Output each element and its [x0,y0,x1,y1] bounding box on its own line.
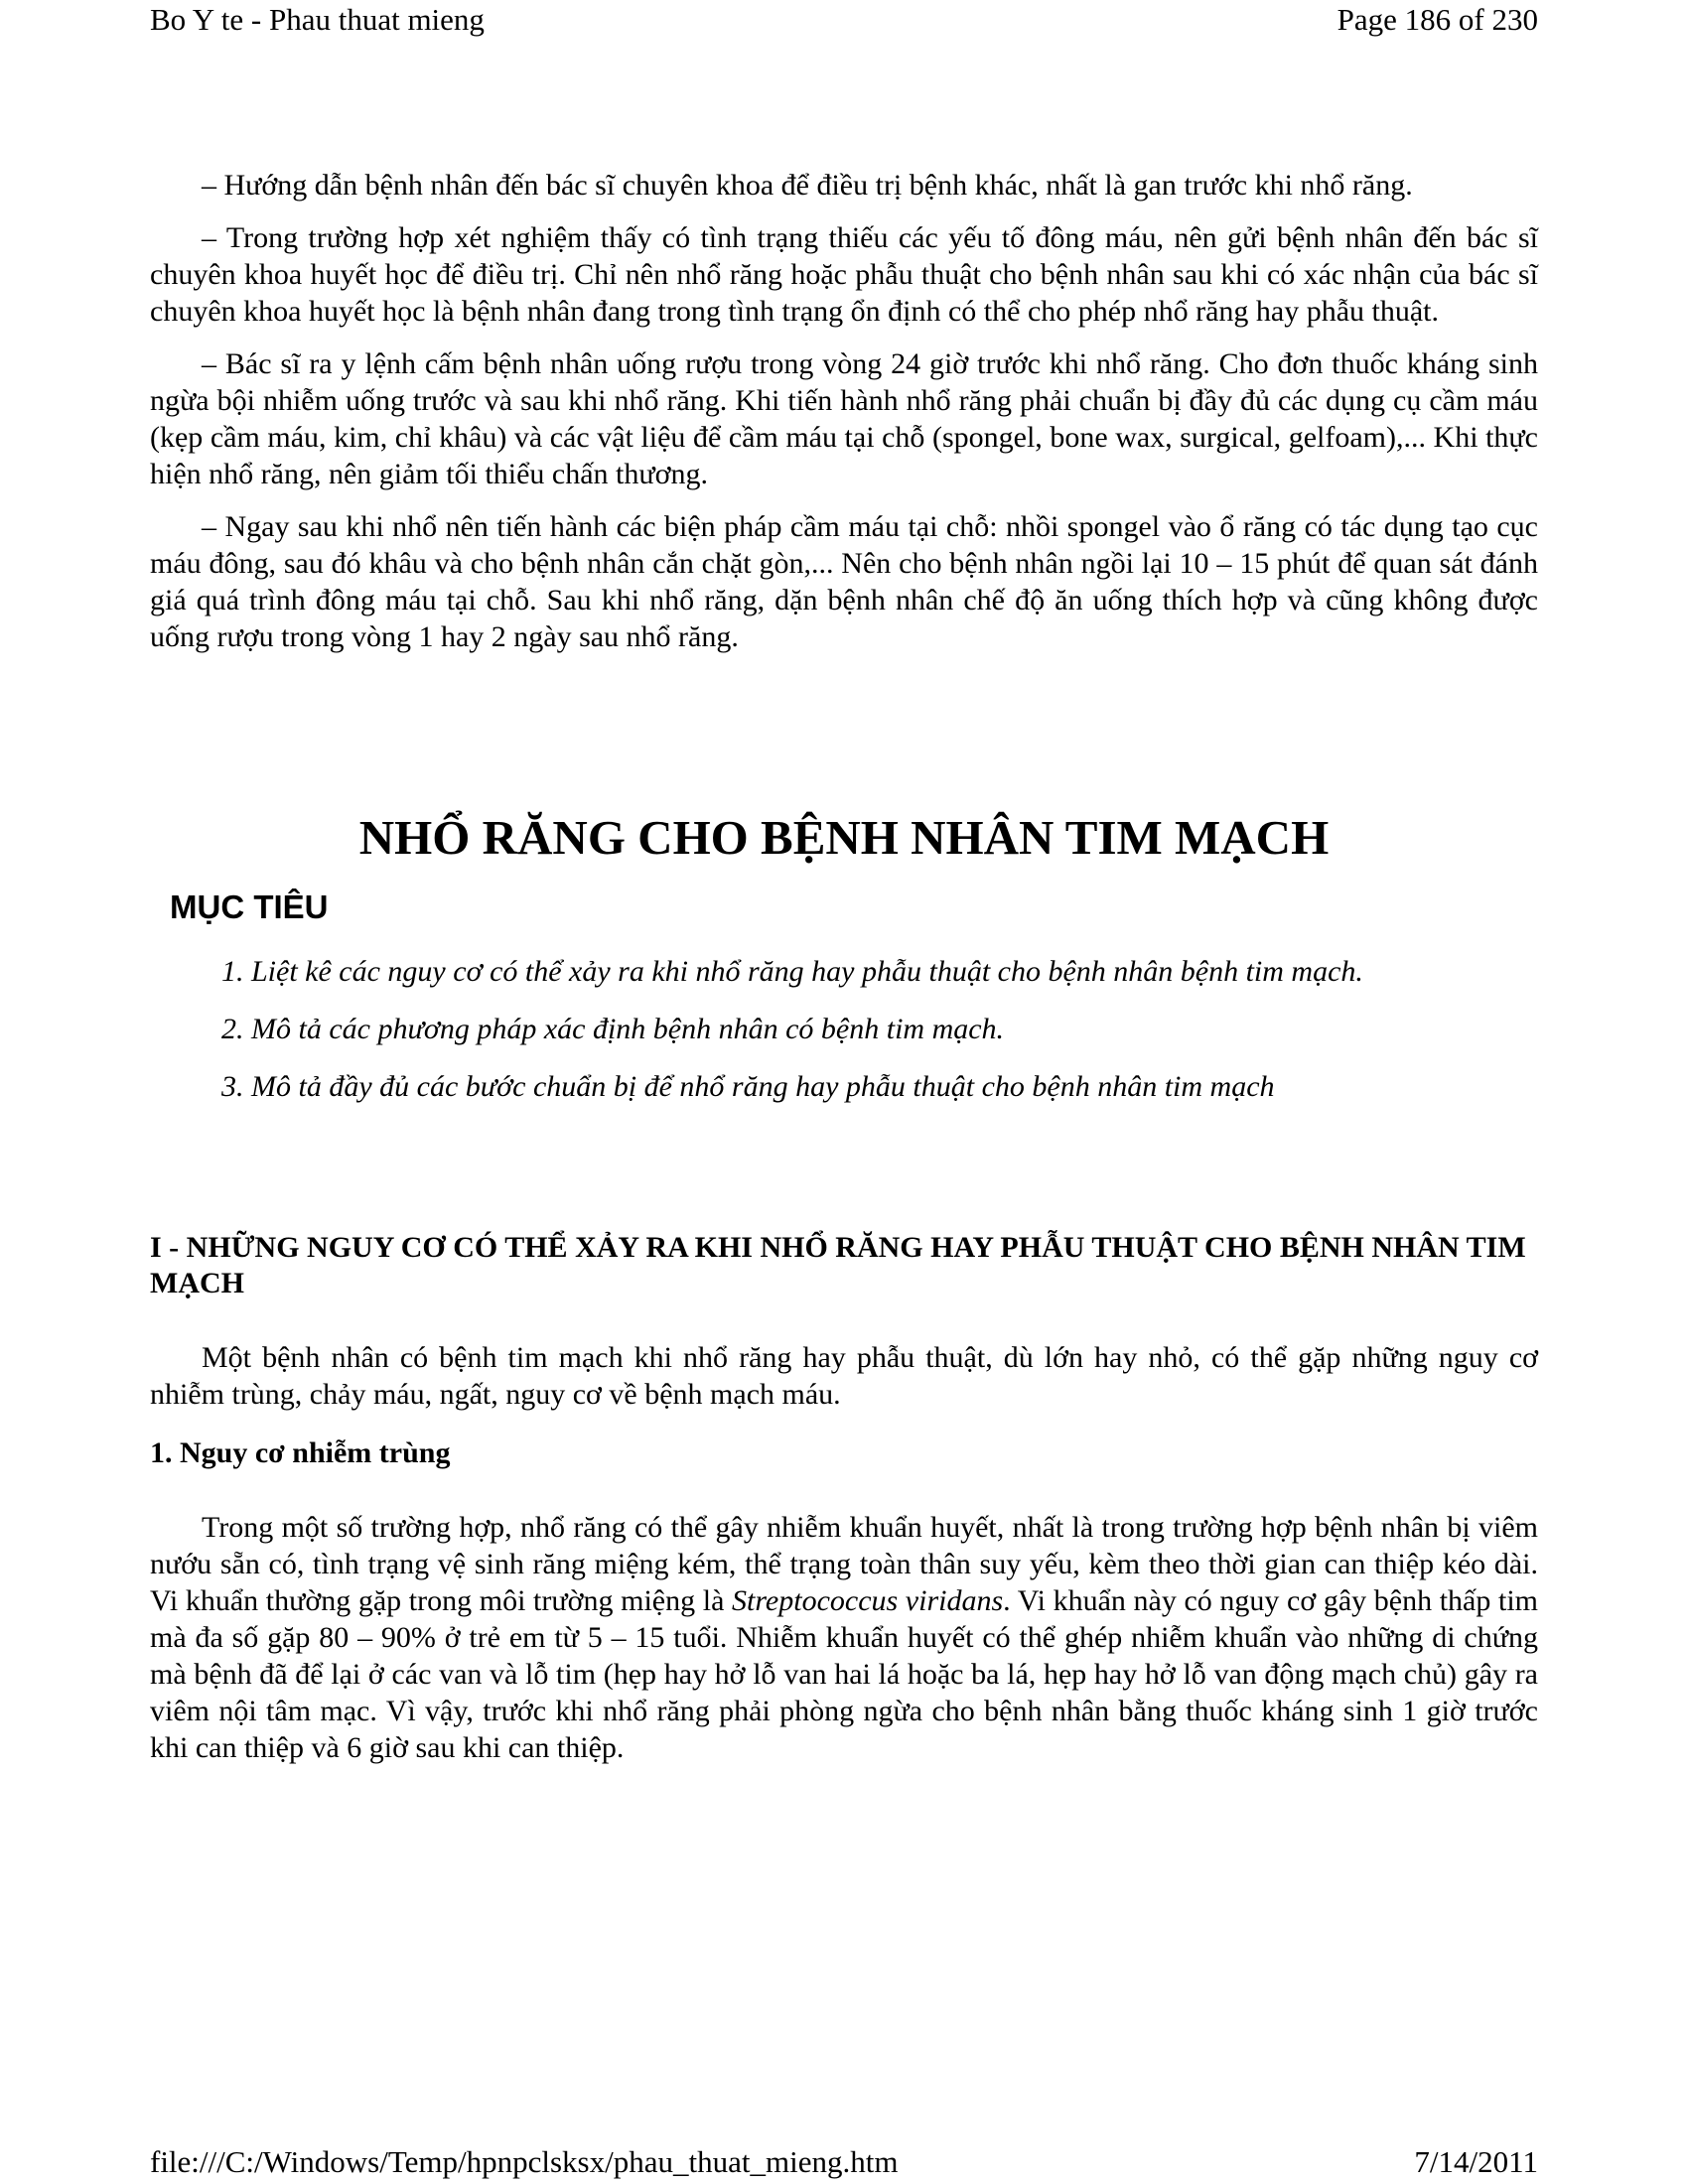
spacer [150,1126,1538,1230]
objective-item: 1. Liệt kê các nguy cơ có thể xảy ra khi nhổ răng hay phẫu thuật cho bệnh nhân bệnh tim mạch. [221,955,1363,988]
header-document-title: Bo Y te - Phau thuat mieng [150,2,485,37]
paragraph: – Ngay sau khi nhổ nên tiến hành các biện pháp cầm máu tại chỗ: nhồi spongel vào ổ răng có tác dụng tạo cục máu đông, sau đó khâu và cho bệnh nhân cắn chặt gòn,... Nên cho bệnh nhân ngồi lại 10 – 15 phút để quan sát đánh giá quá trình đông máu tại chỗ. Sau khi nhổ răng, dặn bệnh nhân chế độ ăn uống thích hợp và cũng không được uống rượu trong vòng 1 hay 2 ngày sau nhổ răng. [150,510,1538,653]
paragraph-text: . Vi khuẩn này có nguy cơ gây bệnh thấp tim mà đa số gặp 80 – 90% ở trẻ em từ 5 – 15 tuổi. Nhiễm khuẩn huyết có thể ghép nhiễm khuẩn vào những di chứng mà bệnh đã để lại ở các van và lỗ tim (hẹp hay hở lỗ van hai lá hoặc ba lá, hẹp hay hở lỗ van động mạch chủ) gây ra viêm nội tâm mạc. Vì vậy, trước khi nhổ răng phải phòng ngừa cho bệnh nhân bằng thuốc kháng sinh 1 giờ trước khi can thiệp và 6 giờ sau khi can thiệp. [150,1584,1538,1764]
document-body [150,167,1538,1782]
species-name: Streptococcus viridans [732,1584,1004,1617]
paragraph: – Bác sĩ ra y lệnh cấm bệnh nhân uống rượu trong vòng 24 giờ trước khi nhổ răng. Cho đơn thuốc kháng sinh ngừa bội nhiễm uống trước và sau khi nhổ răng. Khi tiến hành nhổ răng phải chuẩn bị đầy đủ các dụng cụ cầm máu (kẹp cầm máu, kim, chỉ khâu) và các vật liệu để cầm máu tại chỗ (spongel, bone wax, surgical, gelfoam),... Khi thực hiện nhổ răng, nên giảm tối thiểu chấn thương. [150,347,1538,490]
paragraph-text: Trong một số trường hợp, nhổ răng có thể gây nhiễm khuẩn huyết, nhất là trong trường hợp bệnh nhân bị viêm nướu sẵn có, tình trạng vệ sinh răng miệng kém, thể trạng toàn thân suy yếu, kèm theo thời gian can thiệp kéo dài. Vi khuẩn thường gặp trong môi trường miệng là [150,1511,1538,1617]
chapter-title: NHỔ RĂNG CHO BỆNH NHÂN TIM MẠCH [358,810,1330,865]
objective-item: 3. Mô tả đầy đủ các bước chuẩn bị để nhổ răng hay phẫu thuật cho bệnh nhân tim mạch [221,1070,1275,1103]
objective-item: 2. Mô tả các phương pháp xác định bệnh nhân có bệnh tim mạch. [221,1013,1005,1045]
header-page-number: Page 186 of 230 [1336,2,1538,37]
section-intro: Một bệnh nhân có bệnh tim mạch khi nhổ răng hay phẫu thuật, dù lớn hay nhỏ, có thể gặp những nguy cơ nhiễm trùng, chảy máu, ngất, nguy cơ về bệnh mạch máu. [150,1341,1538,1411]
page-footer [150,2142,1538,2182]
objectives-heading: MỤC TIÊU [170,888,329,925]
subsection-heading: 1. Nguy cơ nhiễm trùng [150,1436,451,1469]
footer-date: 7/14/2011 [1414,2144,1538,2179]
page-header [150,0,1538,40]
paragraph: – Trong trường hợp xét nghiệm thấy có tình trạng thiếu các yếu tố đông máu, nên gửi bệnh nhân đến bác sĩ chuyên khoa huyết học để điều trị. Chỉ nên nhổ răng hoặc phẫu thuật cho bệnh nhân sau khi có xác nhận của bác sĩ chuyên khoa huyết học là bệnh nhân đang trong tình trạng ổn định có thể cho phép nhổ răng hay phẫu thuật. [150,221,1538,328]
footer-file-path: file:///C:/Windows/Temp/hpnpclsksx/phau_thuat_mieng.htm [150,2144,899,2179]
paragraph: – Hướng dẫn bệnh nhân đến bác sĩ chuyên khoa để điều trị bệnh khác, nhất là gan trước khi nhổ răng. [202,169,1413,202]
subsection-paragraph [150,1509,1538,1766]
section-heading: I - NHỮNG NGUY CƠ CÓ THỂ XẢY RA KHI NHỔ RĂNG HAY PHẪU THUẬT CHO BỆNH NHÂN TIM MẠCH [150,1231,1526,1299]
spacer [150,671,1538,810]
